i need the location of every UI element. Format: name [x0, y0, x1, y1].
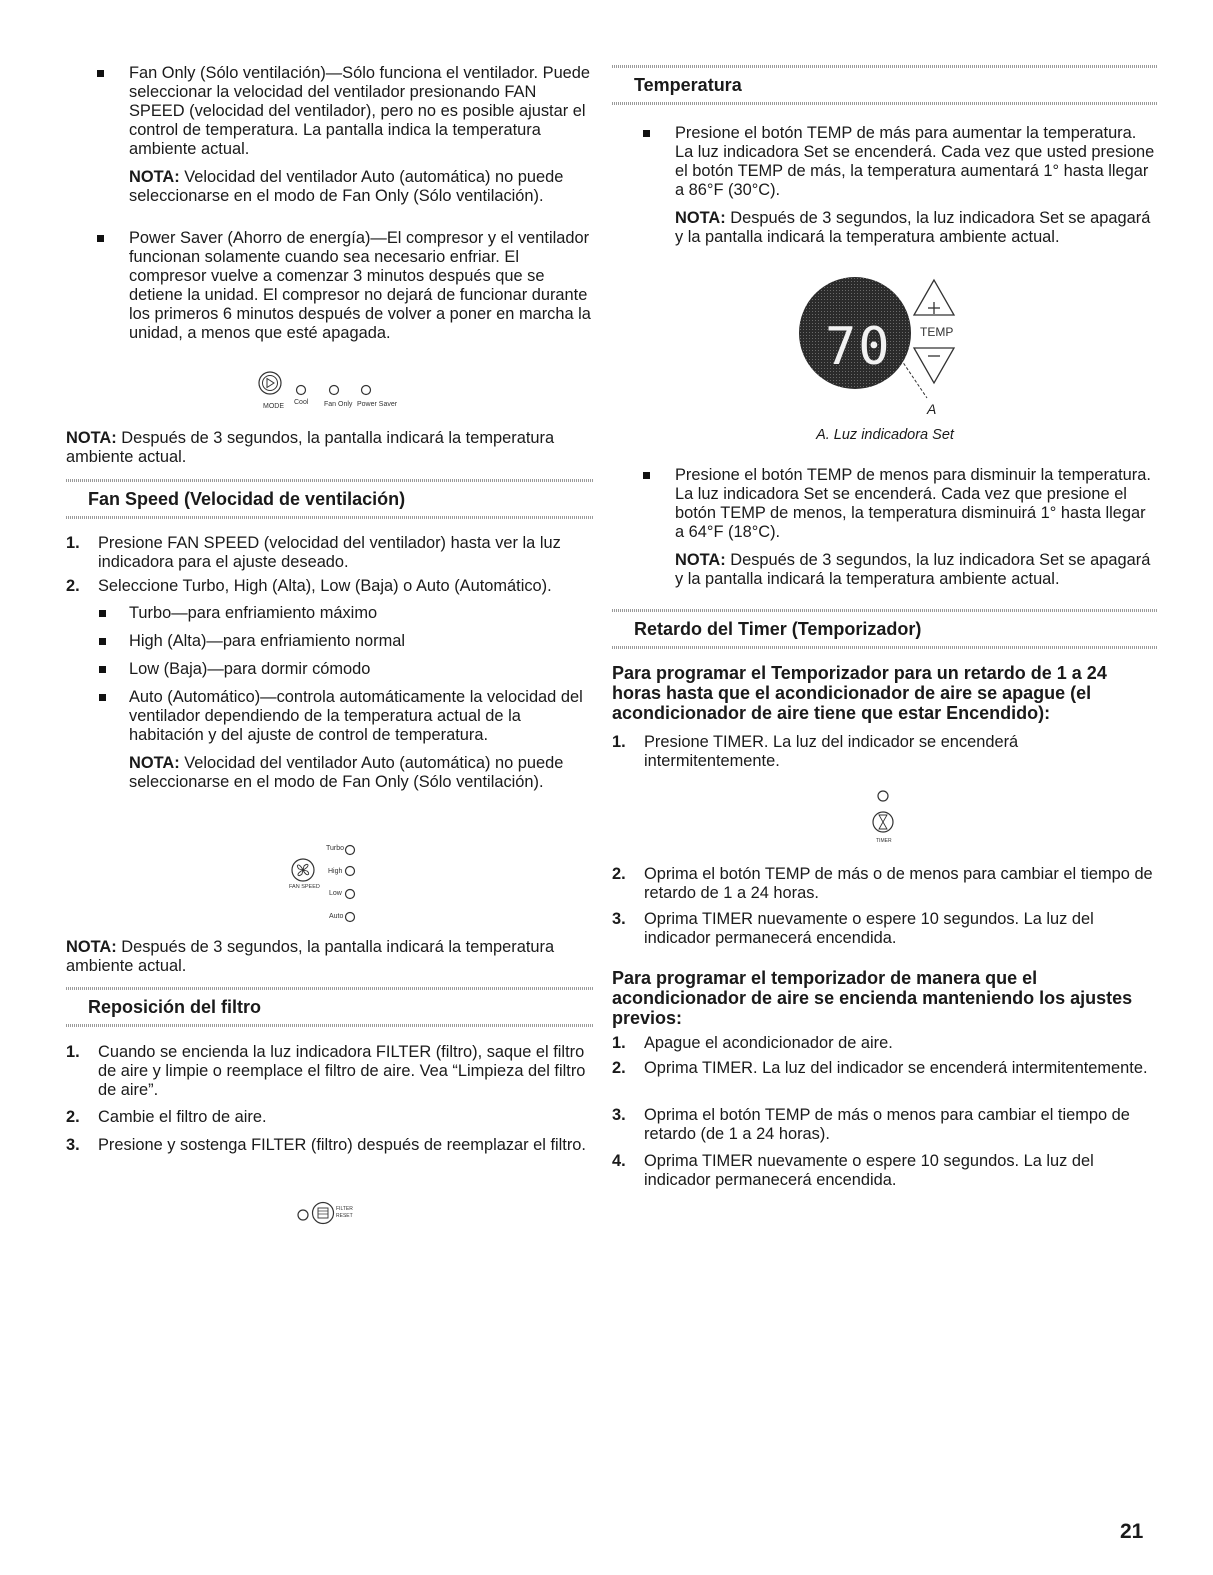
filter-step-3: 3. Presione y sostenga FILTER (filtro) después de reemplazar el filtro. [66, 1136, 586, 1154]
timer-panel-icon [868, 784, 898, 846]
timer-a-step-3: 3. Oprima TIMER nuevamente o espere 10 segundos. La luz del indicador permanecerá encendida. [612, 910, 1094, 947]
fan-speed-control-panel-icon [284, 836, 384, 926]
section-title-filter [66, 987, 594, 1027]
note-after-fan-speed: NOTA: Después de 3 segundos, la pantalla indicará la temperatura ambiente actual. [66, 938, 555, 975]
bullet-square [99, 638, 106, 645]
bullet-square [99, 666, 106, 673]
svg-text:Auto: Auto [329, 913, 344, 920]
fan-speed-step-2: 2. Seleccione Turbo, High (Alta), Low (Baja) o Auto (Automático). [66, 577, 552, 595]
bullet-square [643, 472, 650, 479]
svg-text:A: A [927, 401, 937, 417]
svg-text:TEMP: TEMP [920, 325, 954, 339]
timer-a-step-2: 2. Oprima el botón TEMP de más o de menos para cambiar el tiempo de retardo de 1 a 24 horas. [612, 865, 1153, 902]
fan-speed-option-low: Low (Baja)—para dormir cómodo [66, 660, 594, 679]
filter-title: Reposición del filtro [88, 997, 262, 1017]
section-rule [612, 609, 1158, 612]
svg-text:Fan Only: Fan Only [324, 401, 353, 408]
bullet-square [643, 130, 650, 137]
fan-speed-title: Fan Speed (Velocidad de ventilación) [88, 489, 406, 509]
fan-speed-option-turbo: Turbo—para enfriamiento máximo [66, 604, 594, 623]
note-after-mode: NOTA: Después de 3 segundos, la pantalla indicará la temperatura ambiente actual. [66, 429, 555, 466]
svg-text:70: 70 [825, 317, 892, 377]
svg-text:FAN SPEED: FAN SPEED [289, 884, 320, 890]
svg-text:RESET: RESET [336, 1213, 353, 1219]
fan-only-text: Fan Only (Sólo ventilación)—Sólo funciona el ventilador. Puede seleccionar la velocidad del ventilador presionando FAN SPEED (velocidad del ventilador), pero no es posible ajustar el control de temperatura. La pantalla indica la temperatura ambiente actual. [129, 64, 591, 158]
figure-caption: A. Luz indicadora Set [816, 427, 954, 443]
section-rule [612, 102, 1158, 105]
temperature-bullet-decrease: Presione el botón TEMP de menos para disminuir la temperatura. La luz indicadora Set se encenderá. Cada vez que presione el botón TEMP de menos, la temperatura disminuirá 1° hasta llegar a 64°F (18°C). NOTA: Después de 3 segundos, la luz indicadora Set se apagará y la pantalla indicará la temperatura ambiente actual. [612, 466, 1158, 589]
section-rule [66, 1024, 594, 1027]
temperature-bullet-increase: Presione el botón TEMP de más para aumentar la temperatura. La luz indicadora Set se encenderá. Cada vez que usted presione el botón TEMP de más, la temperatura aumentará 1° hasta llegar a 86°F (30°C). NOTA: Después de 3 segundos, la luz indicadora Set se apagará y la pantalla indicará la temperatura ambiente actual. [612, 124, 1158, 247]
svg-text:MODE: MODE [263, 403, 284, 410]
svg-text:Power Saver: Power Saver [357, 401, 398, 408]
temp-control-display-icon [782, 272, 972, 422]
section-rule [66, 987, 594, 990]
temperature-title: Temperatura [634, 75, 742, 95]
filter-step-2: 2. Cambie el filtro de aire. [66, 1108, 267, 1126]
fan-only-note: NOTA: Velocidad del ventilador Auto (automática) no puede seleccionarse en el modo de Fan Only (Sólo ventilación). [129, 168, 564, 205]
bullet-square [99, 694, 106, 701]
page-number: 21 [1120, 1520, 1144, 1543]
section-rule [66, 516, 594, 519]
bullet-square [97, 235, 104, 242]
svg-text:Cool: Cool [294, 399, 309, 406]
bullet-square [99, 610, 106, 617]
section-rule [66, 479, 594, 482]
timer-heading-off-delay: Para programar el Temporizador para un retardo de 1 a 24 horas hasta que el acondicionador de aire se apague (el acondicionador de aire tiene que estar Encendido): [612, 663, 1107, 723]
section-rule [612, 65, 1158, 68]
svg-text:FILTER: FILTER [336, 1206, 353, 1212]
timer-b-step-2: 2. Oprima TIMER. La luz del indicador se encenderá intermitentemente. [612, 1059, 1148, 1077]
bullet-power-saver [66, 229, 594, 343]
fan-speed-option-auto: Auto (Automático)—controla automáticamente la velocidad del ventilador dependiendo de la temperatura actual de la habitación y del ajuste de control de temperatura. NOTA: Velocidad del ventilador Auto (automática) no puede seleccionarse en el modo de Fan Only (Sólo ventilación). [66, 688, 594, 792]
timer-heading-on-delay: Para programar el temporizador de manera que el acondicionador de aire se encienda manteniendo los ajustes previos: [612, 968, 1133, 1028]
section-title-temperature [612, 65, 1158, 105]
section-title-timer [612, 609, 1158, 649]
bullet-fan-only [66, 64, 594, 206]
bullet-square [97, 70, 104, 77]
timer-b-step-1: 1. Apague el acondicionador de aire. [612, 1034, 893, 1052]
svg-text:High: High [328, 868, 343, 875]
timer-b-step-3: 3. Oprima el botón TEMP de más o menos para cambiar el tiempo de retardo (de 1 a 24 horas). [612, 1106, 1130, 1143]
power-saver-text: Power Saver (Ahorro de energía)—El compresor y el ventilador funcionan solamente cuando sea necesario enfriar. El compresor vuelve a comenzar 3 minutos después que se detiene la unidad. El compresor no dejará de funcionar durante los primeros 6 minutos después de volver a poner en marcha la unidad, a menos que esté apagada. [129, 229, 591, 342]
section-title-fan-speed [66, 479, 594, 519]
temperature-note-2: NOTA: Después de 3 segundos, la luz indicadora Set se apagará y la pantalla indicará la temperatura ambiente actual. [675, 551, 1151, 588]
filter-step-1: 1. Cuando se encienda la luz indicadora FILTER (filtro), saque el filtro de aire y limpie o reemplace el filtro de aire. Vea “Limpieza del filtro de aire”. [66, 1043, 586, 1099]
section-rule [612, 646, 1158, 649]
timer-title: Retardo del Timer (Temporizador) [634, 619, 922, 639]
temperature-note-1: NOTA: Después de 3 segundos, la luz indicadora Set se apagará y la pantalla indicará la temperatura ambiente actual. [675, 209, 1151, 246]
fan-speed-option-high: High (Alta)—para enfriamiento normal [66, 632, 594, 651]
timer-a-step-1: 1. Presione TIMER. La luz del indicador se encenderá intermitentemente. [612, 733, 1019, 770]
timer-b-step-4: 4. Oprima TIMER nuevamente o espere 10 segundos. La luz del indicador permanecerá encendida. [612, 1152, 1094, 1189]
filter-reset-panel-icon [293, 1198, 373, 1228]
svg-text:TIMER: TIMER [876, 838, 892, 844]
mode-control-panel-icon [254, 366, 414, 414]
fan-speed-step-1: 1. Presione FAN SPEED (velocidad del ventilador) hasta ver la luz indicadora para el ajuste deseado. [66, 534, 561, 571]
svg-text:Turbo: Turbo [326, 845, 345, 852]
fan-speed-note: NOTA: Velocidad del ventilador Auto (automática) no puede seleccionarse en el modo de Fan Only (Sólo ventilación). [129, 754, 564, 791]
svg-text:Low: Low [329, 890, 342, 897]
